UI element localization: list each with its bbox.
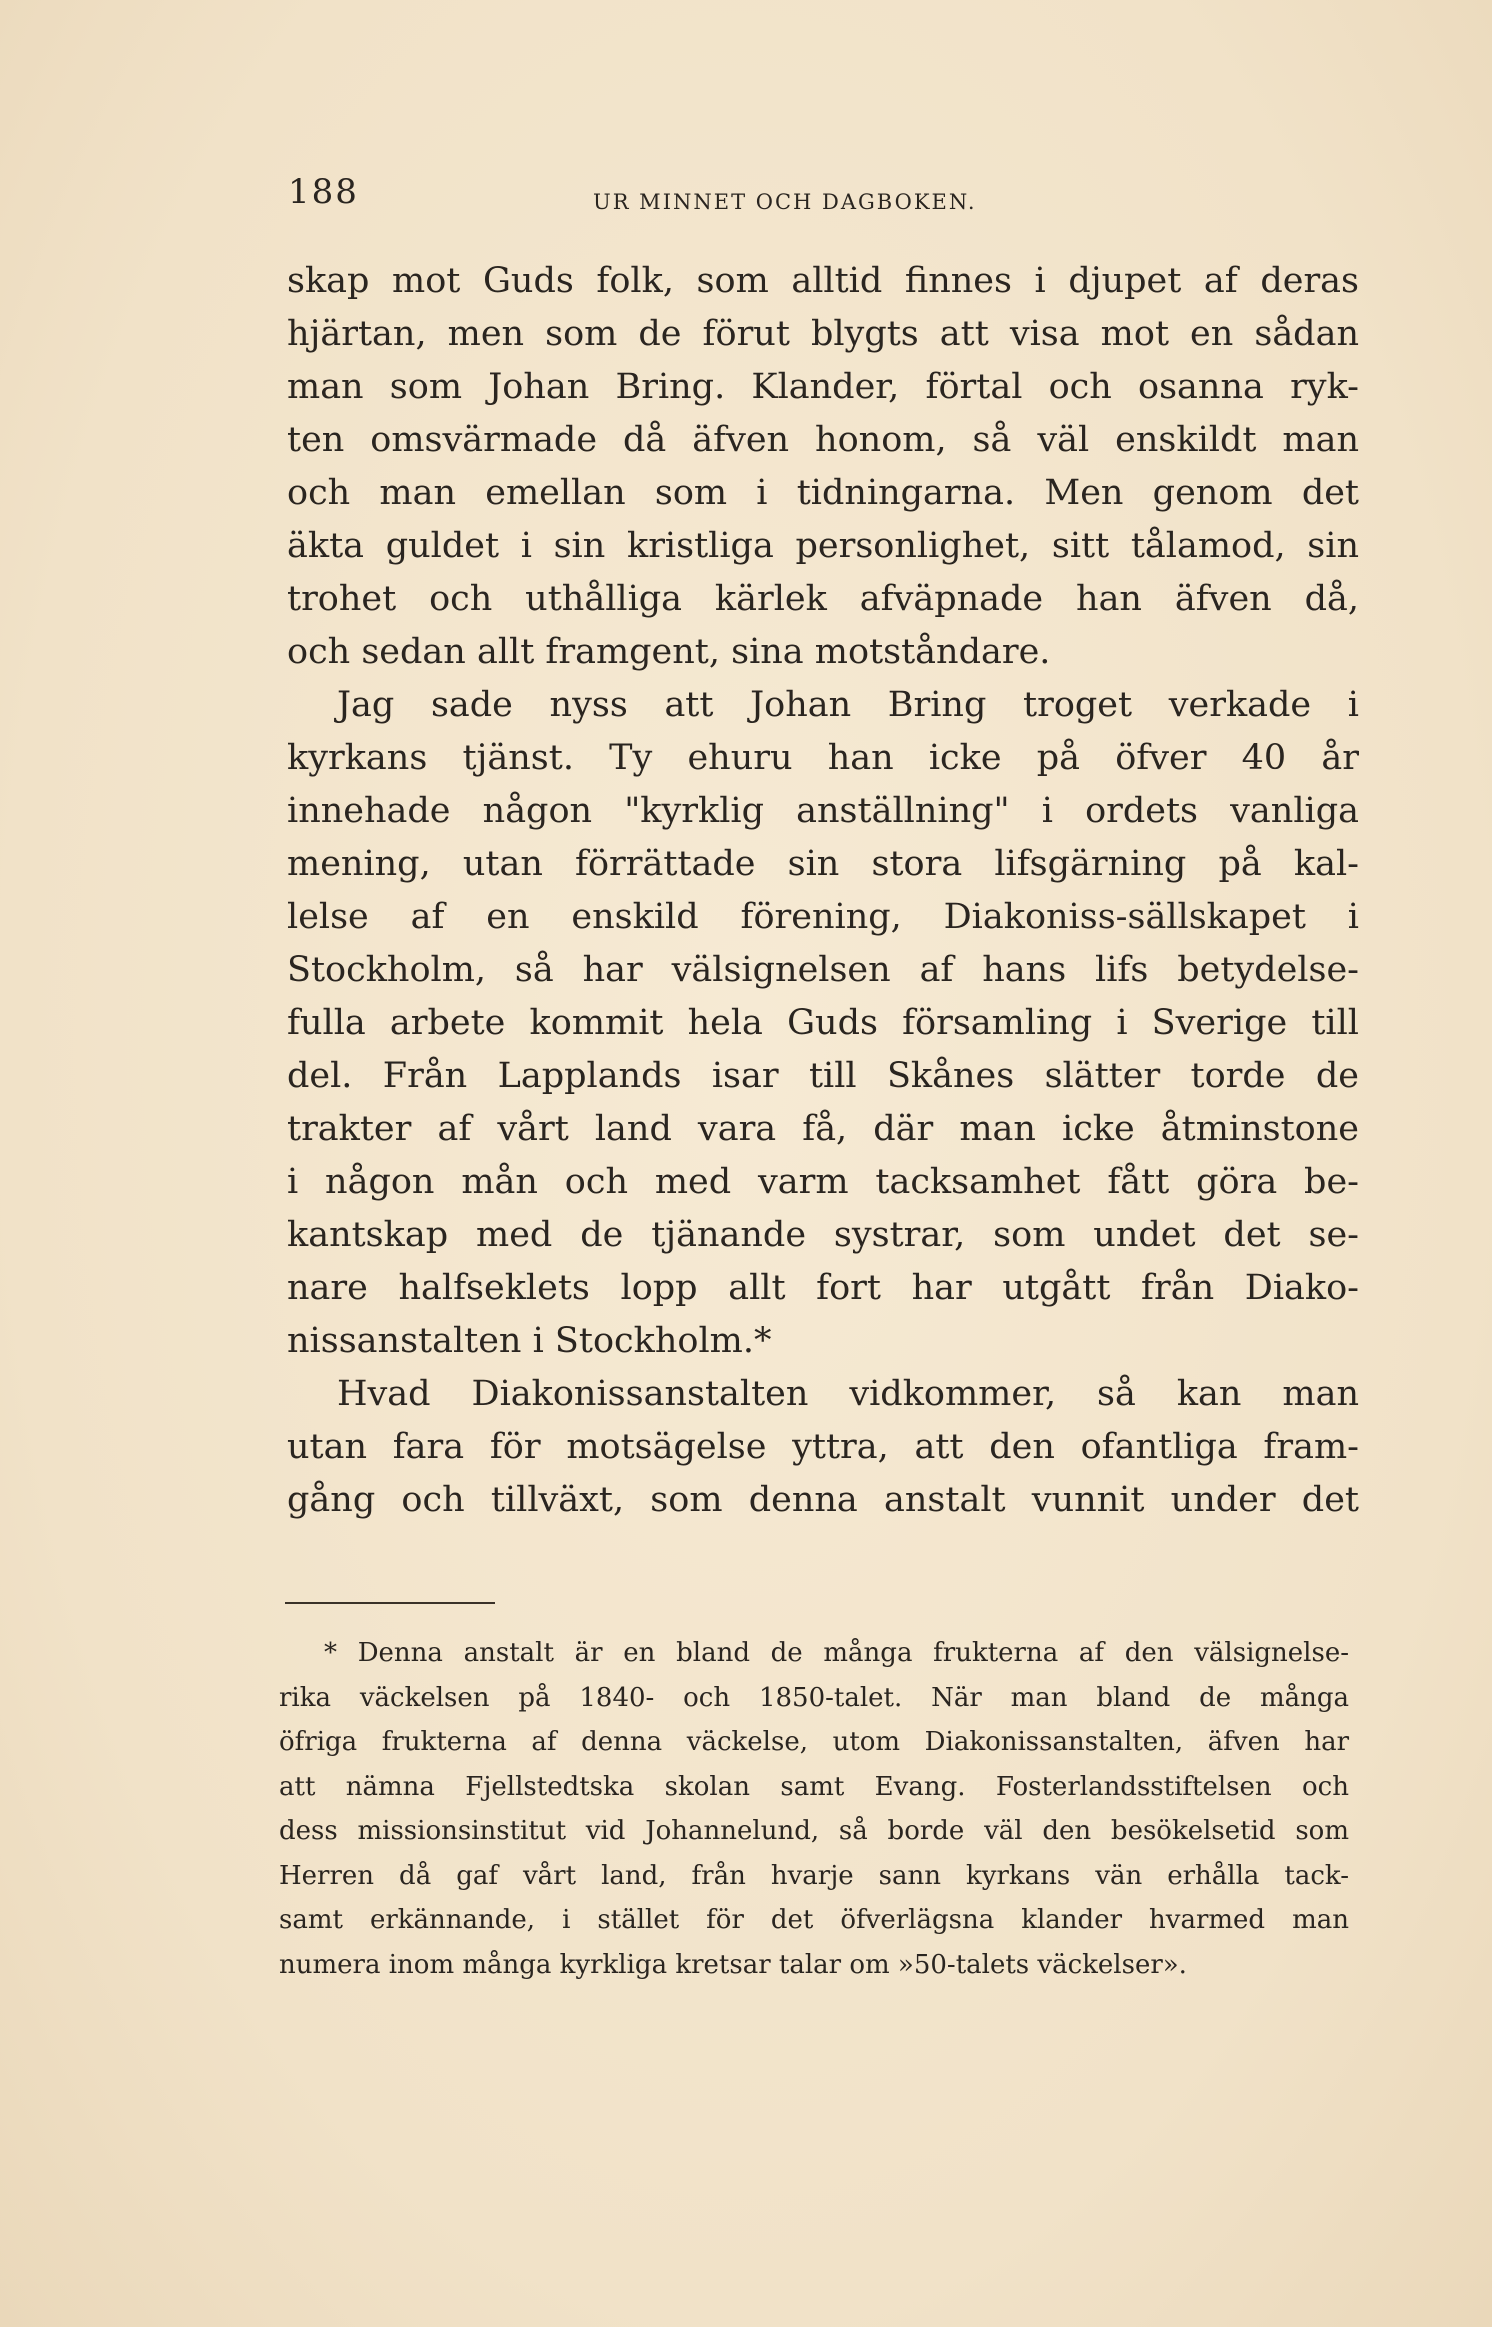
footnote — [279, 1631, 1349, 1987]
footnote-line: samt erkännande, i stället för det öfverlägsna klander hvarmed man — [279, 1905, 1349, 1935]
main-text — [287, 255, 1359, 1527]
text-line: i någon mån och med varm tacksamhet fått göra be- — [287, 1162, 1359, 1202]
text-line: äkta guldet i sin kristliga personlighet, sitt tålamod, sin — [287, 526, 1359, 566]
footnote-line: att nämna Fjellstedtska skolan samt Evang. Fosterlandsstiftelsen och — [279, 1771, 1349, 1802]
text-line: innehade någon "kyrklig anställning" i ordets vanliga — [287, 791, 1359, 831]
text-line: Hvad Diakonissanstalten vidkommer, så kan man — [337, 1374, 1359, 1414]
footnote-line: numera inom många kyrkliga kretsar talar om »50-talets väckelser». — [279, 1949, 1187, 1980]
text-line: man som Johan Bring. Klander, förtal och osanna ryk- — [287, 367, 1359, 407]
page-header — [288, 172, 1288, 222]
text-line: skap mot Guds folk, som alltid finnes i djupet af deras — [287, 261, 1359, 301]
text-line: hjärtan, men som de förut blygts att visa mot en sådan — [287, 314, 1359, 354]
text-line: del. Från Lapplands isar till Skånes slätter torde de — [287, 1056, 1359, 1096]
text-line: gång och tillväxt, som denna anstalt vunnit under det — [287, 1480, 1359, 1520]
text-line: ten omsvärmade då äfven honom, så väl enskildt man — [287, 420, 1359, 460]
text-line: fulla arbete kommit hela Guds församling i Sverige till — [287, 1003, 1359, 1043]
text-line: Stockholm, så har välsignelsen af hans lifs betydelse- — [287, 950, 1359, 990]
text-line: utan fara för motsägelse yttra, att den ofantliga fram- — [287, 1427, 1359, 1467]
footnote-divider — [285, 1602, 495, 1604]
text-line: trakter af vårt land vara få, där man icke åtminstone — [287, 1109, 1359, 1149]
footnote-line: rika väckelsen på 1840- och 1850-talet. När man bland de många — [279, 1682, 1349, 1713]
footnote-line: Herren då gaf vårt land, från hvarje sann kyrkans vän erhålla tack- — [279, 1860, 1349, 1891]
footnote-line: * Denna anstalt är en bland de många frukterna af den välsignelse- — [324, 1638, 1349, 1668]
text-line: kyrkans tjänst. Ty ehuru han icke på öfver 40 år — [287, 738, 1359, 778]
running-head: UR MINNET OCH DAGBOKEN. — [593, 190, 977, 214]
page-number: 188 — [288, 172, 359, 212]
text-line: lelse af en enskild förening, Diakoniss-sällskapet i — [287, 897, 1359, 937]
footnote-line: öfriga frukterna af denna väckelse, utom Diakonissanstalten, äfven har — [279, 1727, 1349, 1757]
text-line: kantskap med de tjänande systrar, som undet det se- — [287, 1215, 1359, 1255]
text-line: mening, utan förrättade sin stora lifsgärning på kal- — [287, 844, 1359, 884]
footnote-line: dess missionsinstitut vid Johannelund, så borde väl den besökelsetid som — [279, 1816, 1349, 1846]
text-line: och man emellan som i tidningarna. Men genom det — [287, 473, 1359, 513]
text-line: och sedan allt framgent, sina motståndare. — [287, 632, 1051, 672]
text-line: nissanstalten i Stockholm.* — [287, 1321, 772, 1361]
text-line: trohet och uthålliga kärlek afväpnade han äfven då, — [287, 579, 1359, 619]
text-line: Jag sade nyss att Johan Bring troget verkade i — [337, 685, 1359, 725]
text-line: nare halfseklets lopp allt fort har utgått från Diako- — [287, 1268, 1359, 1308]
